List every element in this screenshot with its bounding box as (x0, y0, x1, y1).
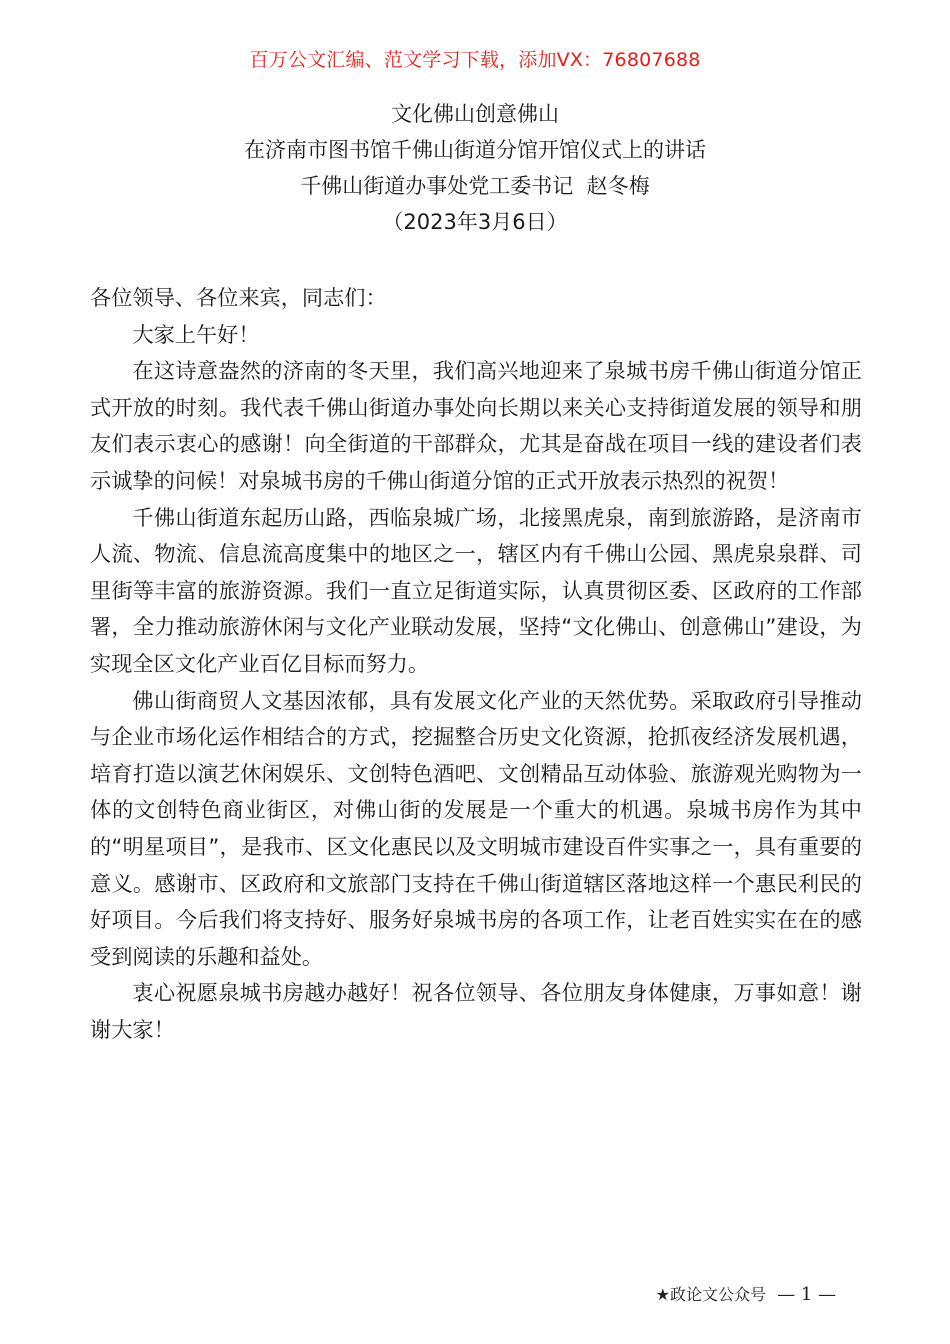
watermark-banner: 百万公文汇编、范文学习下载，添加VX：76807688 (249, 49, 701, 71)
speaker-line: 千佛山街道办事处党工委书记 赵冬梅 (300, 174, 650, 198)
closing-paragraph: 衷心祝愿泉城书房越办越好！祝各位领导、各位朋友身体健康，万事如意！谢谢大家！ (90, 980, 862, 1042)
salutation: 各位领导、各位来宾，同志们： (90, 285, 387, 310)
page-footer (656, 1282, 836, 1308)
body-paragraph: 佛山街商贸人文基因浓郁，具有发展文化产业的天然优势。采取政府引导推动与企业市场化运作相结合的方式，挖掘整合历史文化资源，抢抓夜经济发展机遇，培育打造以演艺休闲娱乐、文创特色酒吧、文创精品互动体验、旅游观光购物为一体的文创特色商业街区，对佛山街的发展是一个重大的机遇。泉城书房作为其中的“明星项目”，是我市、区文化惠民以及文明城市建设百件实事之一，具有重要的意义。感谢市、区政府和文旅部门支持在千佛山街道辖区落地这样一个惠民利民的好项目。今后我们将支持好、服务好泉城书房的各项工作，让老百姓实实在在的感受到阅读的乐趣和益处。 (90, 687, 862, 969)
footer-source: ★政论文公众号 (655, 1285, 766, 1304)
body-paragraph: 在这诗意盎然的济南的冬天里，我们高兴地迎来了泉城书房千佛山街道分馆正式开放的时刻。我代表千佛山街道办事处向长期以来关心支持街道发展的领导和朋友们表示衷心的感谢！向全街道的干部群众，尤其是奋战在项目一线的建设者们表示诚挚的问候！对泉城书房的千佛山街道分馆的正式开放表示热烈的祝贺！ (90, 358, 862, 493)
document-title: 文化佛山创意佛山 (391, 102, 559, 126)
document-subtitle: 在济南市图书馆千佛山街道分馆开馆仪式上的讲话 (244, 138, 706, 162)
speech-body (90, 280, 862, 1048)
page-number: — 1 — (777, 1284, 836, 1305)
title-block (0, 96, 950, 240)
greeting-paragraph: 大家上午好！ (132, 321, 260, 347)
body-paragraph: 千佛山街道东起历山路，西临泉城广场，北接黑虎泉，南到旅游路，是济南市人流、物流、信息流高度集中的地区之一，辖区内有千佛山公园、黑虎泉泉群、司里街等丰富的旅游资源。我们一直立足街道实际，认真贯彻区委、区政府的工作部署，全力推动旅游休闲与文化产业联动发展，坚持“文化佛山、创意佛山”建设，为实现全区文化产业百亿目标而努力。 (90, 504, 862, 676)
speech-date: （2023年3月6日） (382, 210, 568, 234)
